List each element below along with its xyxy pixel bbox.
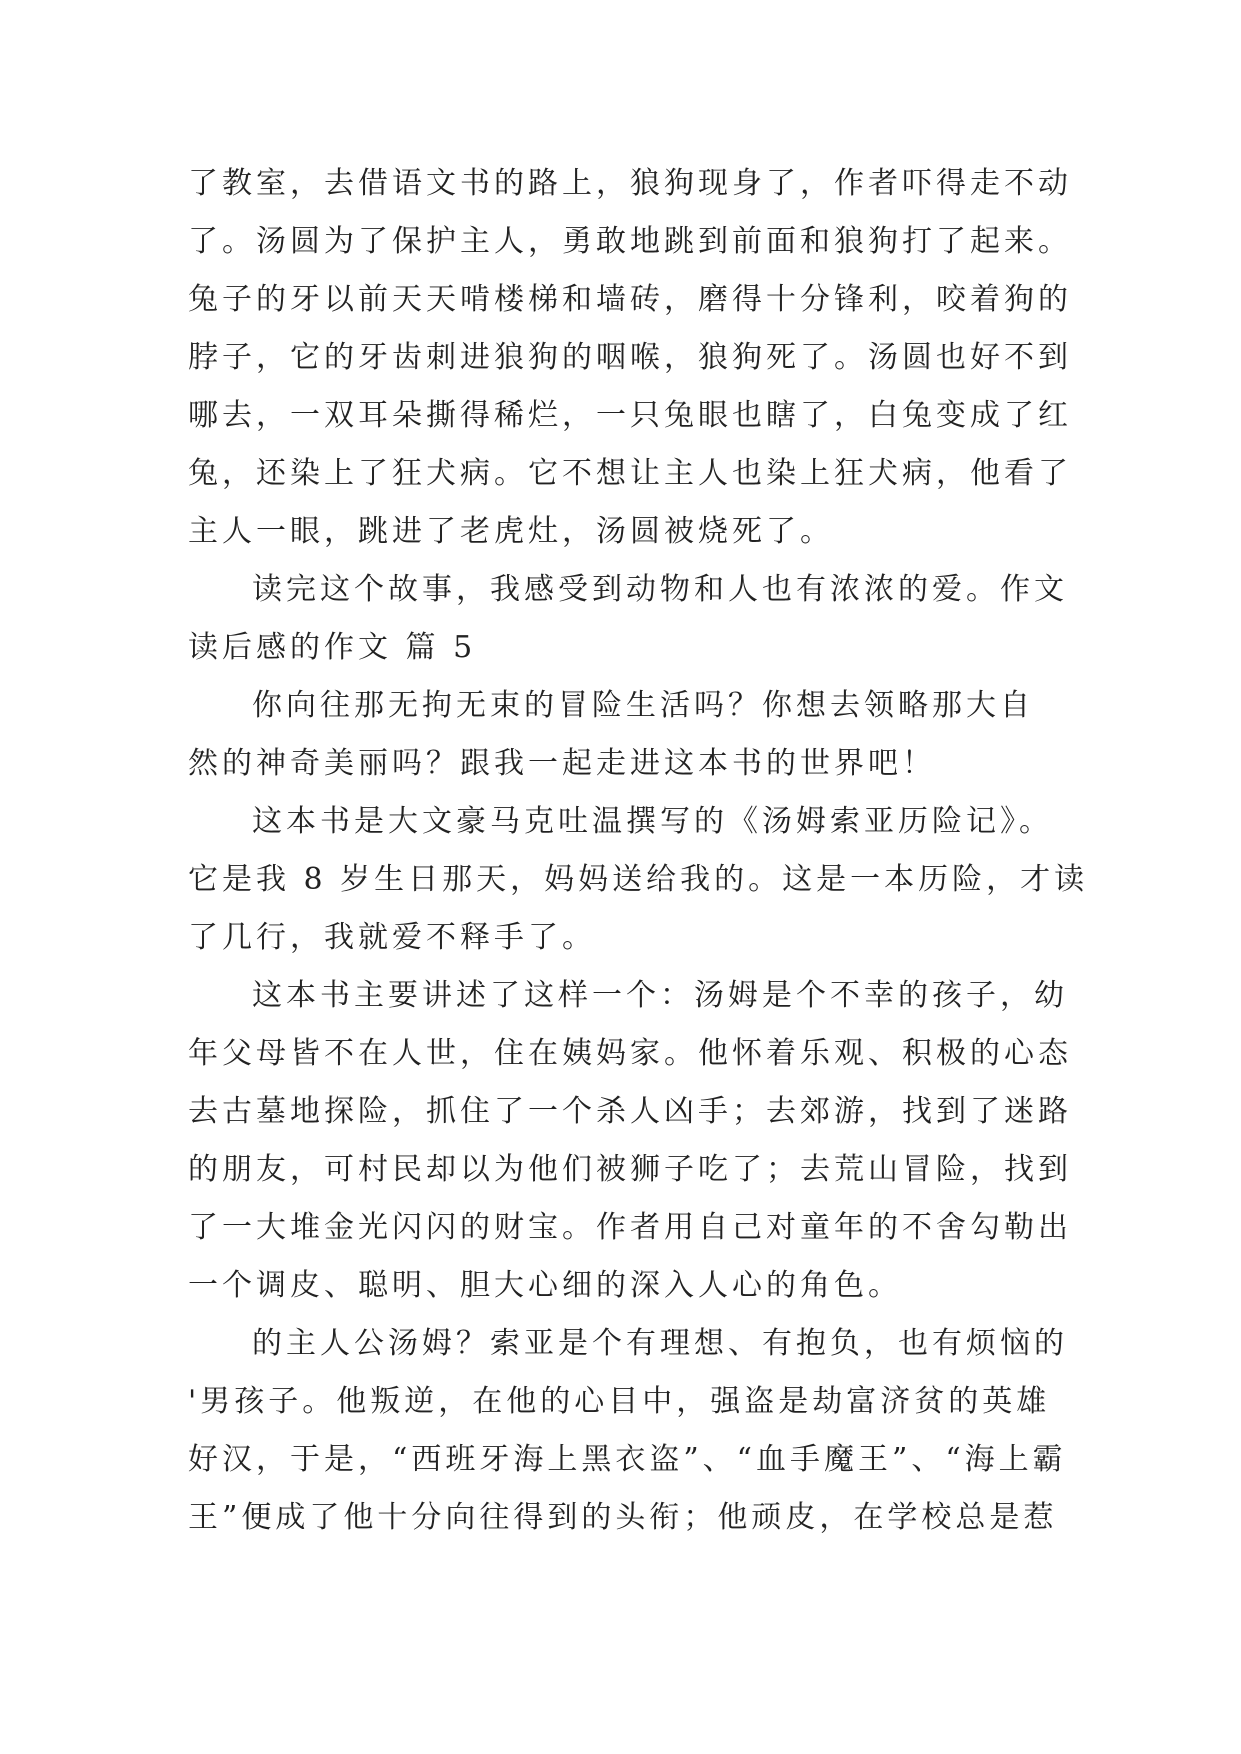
- text-line: 它是我 8 岁生日那天，妈妈送给我的。这是一本历险，才读: [188, 862, 1089, 897]
- text-line: 读完这个故事，我感受到动物和人也有浓浓的爱。作文: [252, 572, 1068, 607]
- text-line: 的主人公汤姆？索亚是个有理想、有抱负，也有烦恼的: [252, 1326, 1068, 1361]
- text-line: 年父母皆不在人世，住在姨妈家。他怀着乐观、积极的心态: [188, 1036, 1072, 1071]
- text-line: 这本书主要讲述了这样一个：汤姆是个不幸的孩子，幼: [252, 978, 1068, 1013]
- text-line: 然的神奇美丽吗？跟我一起走进这本书的世界吧！: [188, 746, 936, 781]
- text-line: 哪去，一双耳朵撕得稀烂，一只兔眼也瞎了，白兔变成了红: [188, 398, 1072, 433]
- text-line: 兔，还染上了狂犬病。它不想让主人也染上狂犬病，他看了: [188, 456, 1072, 491]
- text-line: 的朋友，可村民却以为他们被狮子吃了；去荒山冒险，找到: [188, 1152, 1072, 1187]
- text-line: 一个调皮、聪明、胆大心细的深入人心的角色。: [188, 1268, 902, 1303]
- text-line: 脖子，它的牙齿刺进狼狗的咽喉，狼狗死了。汤圆也好不到: [188, 340, 1072, 375]
- text-line: 去古墓地探险，抓住了一个杀人凶手；去郊游，找到了迷路: [188, 1094, 1072, 1129]
- text-line: 这本书是大文豪马克吐温撰写的《汤姆索亚历险记》。: [252, 804, 1053, 839]
- text-line: 好汉，于是，“西班牙海上黑衣盗”、“血手魔王”、“海上霸: [188, 1442, 1067, 1477]
- section-heading: 读后感的作文 篇 5: [188, 630, 477, 665]
- text-line: 了几行，我就爱不释手了。: [188, 920, 596, 955]
- text-line: 主人一眼，跳进了老虎灶，汤圆被烧死了。: [188, 514, 834, 549]
- text-line: '男孩子。他叛逆，在他的心目中，强盗是劫富济贫的英雄: [188, 1384, 1051, 1419]
- text-line: 了。汤圆为了保护主人，勇敢地跳到前面和狼狗打了起来。: [188, 224, 1072, 259]
- text-line: 了一大堆金光闪闪的财宝。作者用自己对童年的不舍勾勒出: [188, 1210, 1072, 1245]
- text-line: 兔子的牙以前天天啃楼梯和墙砖，磨得十分锋利，咬着狗的: [188, 282, 1072, 317]
- text-line: 王”便成了他十分向往得到的头衔；他顽皮，在学校总是惹: [188, 1500, 1058, 1535]
- text-line: 了教室，去借语文书的路上，狼狗现身了，作者吓得走不动: [188, 166, 1072, 201]
- text-line: 你向往那无拘无束的冒险生活吗？你想去领略那大自: [252, 688, 1034, 723]
